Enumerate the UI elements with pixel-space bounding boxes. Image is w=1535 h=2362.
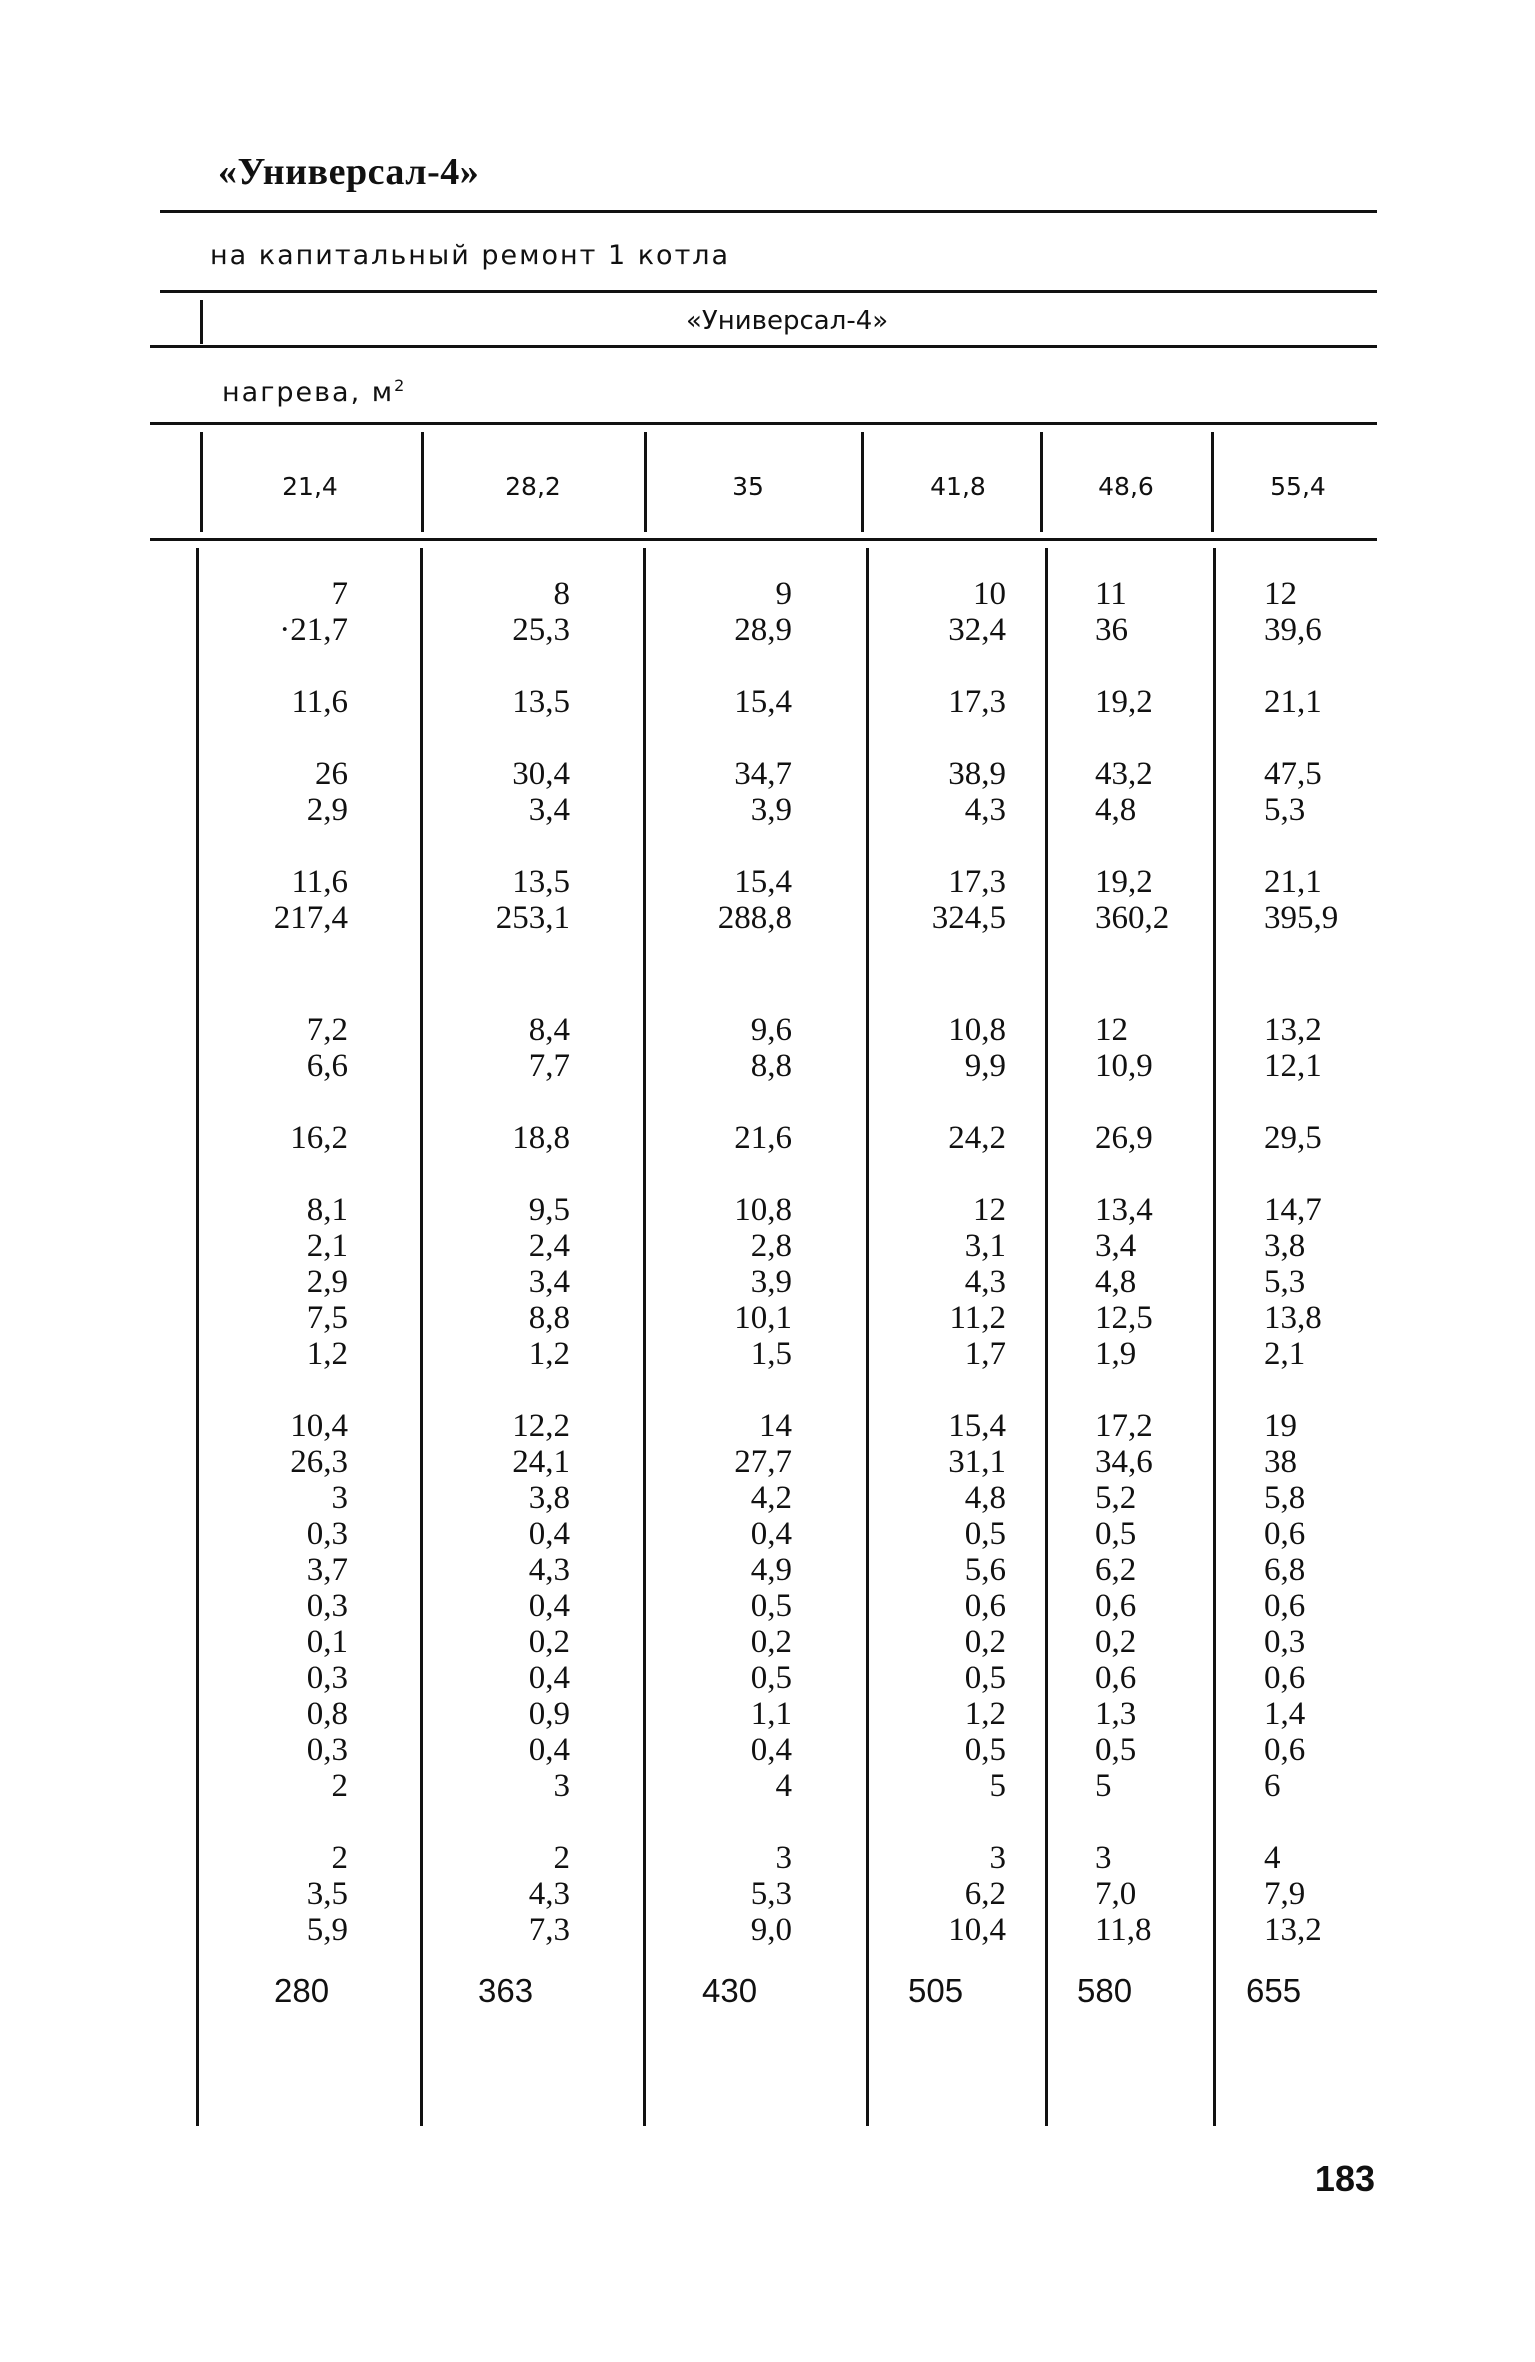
data-column [1264, 576, 1384, 1948]
value-group [672, 756, 792, 828]
value-group [886, 864, 1006, 936]
body-divider [1045, 548, 1048, 2126]
table-cell: 4,3 [964, 1264, 1006, 1300]
table-cell: 0,6 [964, 1588, 1006, 1624]
table-cell: 18,8 [512, 1120, 570, 1156]
table-cell: 0,3 [306, 1660, 348, 1696]
value-group [228, 1192, 348, 1372]
table-cell: 2 [331, 1768, 348, 1804]
table-cell: 4 [775, 1768, 792, 1804]
column-total: 655 [1246, 1972, 1302, 2009]
table-cell: 10,8 [948, 1012, 1006, 1048]
table-cell: 0,6 [1264, 1732, 1306, 1768]
table-cell: 3,4 [1095, 1228, 1137, 1264]
value-group [672, 1120, 792, 1156]
table-cell: 21,1 [1264, 684, 1322, 720]
value-group [450, 864, 570, 936]
column-header: 21,4 [282, 472, 338, 501]
table-cell: 324,5 [931, 900, 1006, 936]
value-group [228, 684, 348, 720]
table-cell: 0,1 [306, 1624, 348, 1660]
table-cell: 3,8 [1264, 1228, 1306, 1264]
value-group [1095, 1192, 1215, 1372]
table-cell: 12,1 [1264, 1048, 1322, 1084]
table-cell: 36 [1095, 612, 1128, 648]
rule-caption-bottom [160, 290, 1377, 293]
table-cell: 26 [315, 756, 348, 792]
value-group [228, 1840, 348, 1948]
table-cell: 12,5 [1095, 1300, 1153, 1336]
table-cell: 8,4 [528, 1012, 570, 1048]
table-cell: 0,5 [1095, 1516, 1137, 1552]
table-cell: 0,3 [1264, 1624, 1306, 1660]
table-cell: 2,4 [528, 1228, 570, 1264]
table-cell: 11,8 [1095, 1912, 1152, 1948]
value-group [450, 1192, 570, 1372]
table-cell: 1,2 [306, 1336, 348, 1372]
table-cell: 1,9 [1095, 1336, 1137, 1372]
value-group [228, 756, 348, 828]
table-cell: 0,4 [750, 1732, 792, 1768]
rule-top [160, 210, 1377, 213]
table-cell: 3,4 [528, 1264, 570, 1300]
table-cell: 7,9 [1264, 1876, 1306, 1912]
table-cell: 38 [1264, 1444, 1297, 1480]
table-cell: 4,3 [528, 1552, 570, 1588]
table-cell: 7,2 [306, 1012, 348, 1048]
value-group [886, 1120, 1006, 1156]
value-group [450, 576, 570, 648]
value-group [672, 1012, 792, 1084]
column-header: 41,8 [930, 472, 986, 501]
column-total: 580 [1077, 1972, 1133, 2009]
value-group [450, 1120, 570, 1156]
table-cell: 24,1 [512, 1444, 570, 1480]
value-group [1264, 1840, 1384, 1948]
rule-boiler-bottom [150, 345, 1377, 348]
value-group [450, 1408, 570, 1804]
column-total: 363 [478, 1972, 534, 2009]
header-divider [200, 300, 203, 344]
table-cell: 7,7 [528, 1048, 570, 1084]
heating-area-label [222, 376, 406, 408]
table-cell: 31,1 [948, 1444, 1006, 1480]
table-cell: 2 [553, 1840, 570, 1876]
table-cell: 0,5 [750, 1660, 792, 1696]
value-group [886, 1840, 1006, 1948]
table-cell: 10 [973, 576, 1006, 612]
heating-label-text: нагрева, м [222, 377, 395, 408]
table-cell: 13,8 [1264, 1300, 1322, 1336]
value-group [1264, 1120, 1384, 1156]
table-cell: ·21,7 [279, 612, 348, 648]
table-cell: 5,3 [1264, 1264, 1306, 1300]
value-group [886, 1408, 1006, 1804]
column-total: 505 [908, 1972, 964, 2009]
table-cell: 1,1 [750, 1696, 792, 1732]
table-cell: 6 [1264, 1768, 1281, 1804]
table-cell: 0,4 [528, 1588, 570, 1624]
table-cell: 10,9 [1095, 1048, 1153, 1084]
value-group [672, 684, 792, 720]
table-cell: 3 [989, 1840, 1006, 1876]
table-cell: 7,5 [306, 1300, 348, 1336]
table-cell: 0,3 [306, 1588, 348, 1624]
table-cell: 30,4 [512, 756, 570, 792]
table-cell: 1,7 [964, 1336, 1006, 1372]
table-cell: 7,3 [528, 1912, 570, 1948]
table-cell: 4,2 [750, 1480, 792, 1516]
table-cell: 7 [331, 576, 348, 612]
table-cell: 5,2 [1095, 1480, 1137, 1516]
table-cell: 39,6 [1264, 612, 1322, 648]
body-divider [420, 548, 423, 2126]
data-column [228, 576, 348, 1948]
table-cell: 4,3 [528, 1876, 570, 1912]
table-cell: 0,5 [750, 1588, 792, 1624]
table-cell: 32,4 [948, 612, 1006, 648]
table-cell: 13,2 [1264, 1012, 1322, 1048]
header-divider [200, 432, 203, 532]
table-cell: 5,9 [306, 1912, 348, 1948]
table-cell: 2,9 [306, 792, 348, 828]
table-cell: 19 [1264, 1408, 1297, 1444]
value-group [672, 1840, 792, 1948]
table-cell: 16,2 [290, 1120, 348, 1156]
table-cell: 3 [331, 1480, 348, 1516]
value-group [450, 1012, 570, 1084]
table-cell: 25,3 [512, 612, 570, 648]
value-group [450, 1840, 570, 1948]
table-cell: 2,9 [306, 1264, 348, 1300]
table-cell: 17,3 [948, 684, 1006, 720]
table-cell: 11,6 [291, 684, 348, 720]
table-cell: 5,6 [964, 1552, 1006, 1588]
table-cell: 14,7 [1264, 1192, 1322, 1228]
value-group [228, 1120, 348, 1156]
table-cell: 47,5 [1264, 756, 1322, 792]
table-cell: 14 [759, 1408, 792, 1444]
value-group [672, 864, 792, 936]
table-cell: 3 [553, 1768, 570, 1804]
value-group [672, 576, 792, 648]
table-cell: 34,7 [734, 756, 792, 792]
data-column [672, 576, 792, 1948]
value-group [228, 576, 348, 648]
table-cell: 19,2 [1095, 684, 1153, 720]
table-cell: 0,8 [306, 1696, 348, 1732]
value-group [1264, 684, 1384, 720]
table-cell: 29,5 [1264, 1120, 1322, 1156]
boiler-header: «Универсал-4» [686, 306, 889, 336]
table-cell: 15,4 [948, 1408, 1006, 1444]
table-cell: 0,5 [1095, 1732, 1137, 1768]
table-cell: 4,9 [750, 1552, 792, 1588]
table-cell: 12,2 [512, 1408, 570, 1444]
table-cell: 1,2 [528, 1336, 570, 1372]
table-cell: 10,4 [948, 1912, 1006, 1948]
table-cell: 6,8 [1264, 1552, 1306, 1588]
value-group [1264, 864, 1384, 936]
table-cell: 8,1 [306, 1192, 348, 1228]
table-cell: 26,9 [1095, 1120, 1153, 1156]
table-cell: 0,3 [306, 1732, 348, 1768]
page-number: 183 [1314, 2158, 1375, 2199]
table-cell: 3,9 [750, 792, 792, 828]
table-cell: 5 [989, 1768, 1006, 1804]
table-cell: 2,1 [1264, 1336, 1306, 1372]
value-group [228, 864, 348, 936]
table-cell: 4,3 [964, 792, 1006, 828]
value-group [228, 1408, 348, 1804]
table-cell: 0,6 [1264, 1516, 1306, 1552]
table-cell: 1,3 [1095, 1696, 1137, 1732]
table-cell: 3,1 [964, 1228, 1006, 1264]
table-cell: 21,1 [1264, 864, 1322, 900]
value-group [1095, 1408, 1215, 1804]
table-cell: 13,5 [512, 864, 570, 900]
table-cell: 17,2 [1095, 1408, 1153, 1444]
value-group [228, 1012, 348, 1084]
table-cell: 1,2 [964, 1696, 1006, 1732]
table-cell: 3,8 [528, 1480, 570, 1516]
rule-header-top [150, 422, 1377, 425]
table-cell: 4,8 [1095, 792, 1137, 828]
table-cell: 217,4 [273, 900, 348, 936]
table-cell: 0,6 [1264, 1588, 1306, 1624]
table-cell: 6,2 [964, 1876, 1006, 1912]
value-group [1095, 756, 1215, 828]
table-cell: 9,9 [964, 1048, 1006, 1084]
table-cell: 3,5 [306, 1876, 348, 1912]
table-cell: 10,8 [734, 1192, 792, 1228]
table-cell: 1,4 [1264, 1696, 1306, 1732]
value-group [1264, 756, 1384, 828]
data-column [886, 576, 1006, 1948]
column-header: 28,2 [505, 472, 561, 501]
value-group [1095, 1012, 1215, 1084]
table-cell: 24,2 [948, 1120, 1006, 1156]
table-cell: 0,4 [528, 1516, 570, 1552]
table-cell: 43,2 [1095, 756, 1153, 792]
header-divider [1040, 432, 1043, 532]
value-group [1095, 684, 1215, 720]
table-cell: 28,9 [734, 612, 792, 648]
data-column [450, 576, 570, 1948]
value-group [1264, 1408, 1384, 1804]
table-cell: 4 [1264, 1840, 1281, 1876]
value-group [1095, 1840, 1215, 1948]
value-group [886, 576, 1006, 648]
data-column [1095, 576, 1215, 1948]
table-cell: 2,1 [306, 1228, 348, 1264]
table-cell: 0,2 [750, 1624, 792, 1660]
value-group [886, 1192, 1006, 1372]
table-cell: 395,9 [1264, 900, 1339, 936]
table-cell: 19,2 [1095, 864, 1153, 900]
header-divider [644, 432, 647, 532]
column-total: 280 [274, 1972, 330, 2009]
rule-header-bottom [150, 538, 1377, 541]
value-group [450, 756, 570, 828]
value-group [1095, 1120, 1215, 1156]
table-caption: на капитальный ремонт 1 котла [210, 240, 731, 271]
table-cell: 0,4 [528, 1732, 570, 1768]
table-cell: 0,5 [964, 1516, 1006, 1552]
table-cell: 0,5 [964, 1732, 1006, 1768]
table-cell: 3,4 [528, 792, 570, 828]
table-cell: 9,0 [750, 1912, 792, 1948]
table-cell: 26,3 [290, 1444, 348, 1480]
heating-unit-sup: 2 [394, 376, 407, 395]
value-group [672, 1408, 792, 1804]
value-group [450, 684, 570, 720]
table-cell: 38,9 [948, 756, 1006, 792]
table-cell: 4,8 [1095, 1264, 1137, 1300]
table-cell: 13,5 [512, 684, 570, 720]
value-group [672, 1192, 792, 1372]
table-cell: 8,8 [528, 1300, 570, 1336]
body-divider [866, 548, 869, 2126]
body-divider [643, 548, 646, 2126]
header-divider [421, 432, 424, 532]
table-cell: 288,8 [717, 900, 792, 936]
column-header: 48,6 [1098, 472, 1154, 501]
table-cell: 0,4 [528, 1660, 570, 1696]
value-group [1264, 1012, 1384, 1084]
table-cell: 21,6 [734, 1120, 792, 1156]
table-cell: 9 [775, 576, 792, 612]
value-group [886, 756, 1006, 828]
table-cell: 6,6 [306, 1048, 348, 1084]
table-cell: 10,4 [290, 1408, 348, 1444]
table-cell: 360,2 [1095, 900, 1170, 936]
table-cell: 12 [1264, 576, 1297, 612]
value-group [1095, 864, 1215, 936]
value-group [1264, 1192, 1384, 1372]
table-cell: 2,8 [750, 1228, 792, 1264]
column-total: 430 [702, 1972, 758, 2009]
table-cell: 2 [331, 1840, 348, 1876]
column-header: 55,4 [1270, 472, 1326, 501]
table-cell: 0,4 [750, 1516, 792, 1552]
table-cell: 0,6 [1095, 1588, 1137, 1624]
table-cell: 11 [1095, 576, 1127, 612]
table-cell: 0,3 [306, 1516, 348, 1552]
table-cell: 11,2 [949, 1300, 1006, 1336]
table-cell: 17,3 [948, 864, 1006, 900]
table-cell: 9,6 [750, 1012, 792, 1048]
table-cell: 7,0 [1095, 1876, 1137, 1912]
table-cell: 12 [973, 1192, 1006, 1228]
value-group [886, 1012, 1006, 1084]
value-group [1095, 576, 1215, 648]
table-cell: 0,6 [1095, 1660, 1137, 1696]
table-cell: 5 [1095, 1768, 1112, 1804]
table-cell: 253,1 [495, 900, 570, 936]
table-cell: 8,8 [750, 1048, 792, 1084]
table-cell: 0,2 [964, 1624, 1006, 1660]
table-cell: 12 [1095, 1012, 1128, 1048]
table-cell: 3 [1095, 1840, 1112, 1876]
table-cell: 9,5 [528, 1192, 570, 1228]
value-group [1264, 576, 1384, 648]
table-cell: 5,3 [750, 1876, 792, 1912]
table-cell: 4,8 [964, 1480, 1006, 1516]
table-cell: 11,6 [291, 864, 348, 900]
table-cell: 8 [553, 576, 570, 612]
table-cell: 34,6 [1095, 1444, 1153, 1480]
table-cell: 0,2 [528, 1624, 570, 1660]
table-cell: 0,2 [1095, 1624, 1137, 1660]
table-cell: 0,5 [964, 1660, 1006, 1696]
table-cell: 10,1 [734, 1300, 792, 1336]
running-title: «Универсал-4» [218, 151, 480, 193]
table-cell: 0,9 [528, 1696, 570, 1732]
value-group [886, 684, 1006, 720]
table-cell: 3,9 [750, 1264, 792, 1300]
table-cell: 1,5 [750, 1336, 792, 1372]
table-cell: 3 [775, 1840, 792, 1876]
body-divider [196, 548, 199, 2126]
table-cell: 3,7 [306, 1552, 348, 1588]
table-cell: 15,4 [734, 864, 792, 900]
table-cell: 27,7 [734, 1444, 792, 1480]
table-cell: 15,4 [734, 684, 792, 720]
table-cell: 0,6 [1264, 1660, 1306, 1696]
table-cell: 5,3 [1264, 792, 1306, 828]
header-divider [1211, 432, 1214, 532]
table-cell: 13,2 [1264, 1912, 1322, 1948]
table-cell: 5,8 [1264, 1480, 1306, 1516]
table-cell: 6,2 [1095, 1552, 1137, 1588]
column-header: 35 [732, 472, 764, 501]
header-divider [861, 432, 864, 532]
table-cell: 13,4 [1095, 1192, 1153, 1228]
